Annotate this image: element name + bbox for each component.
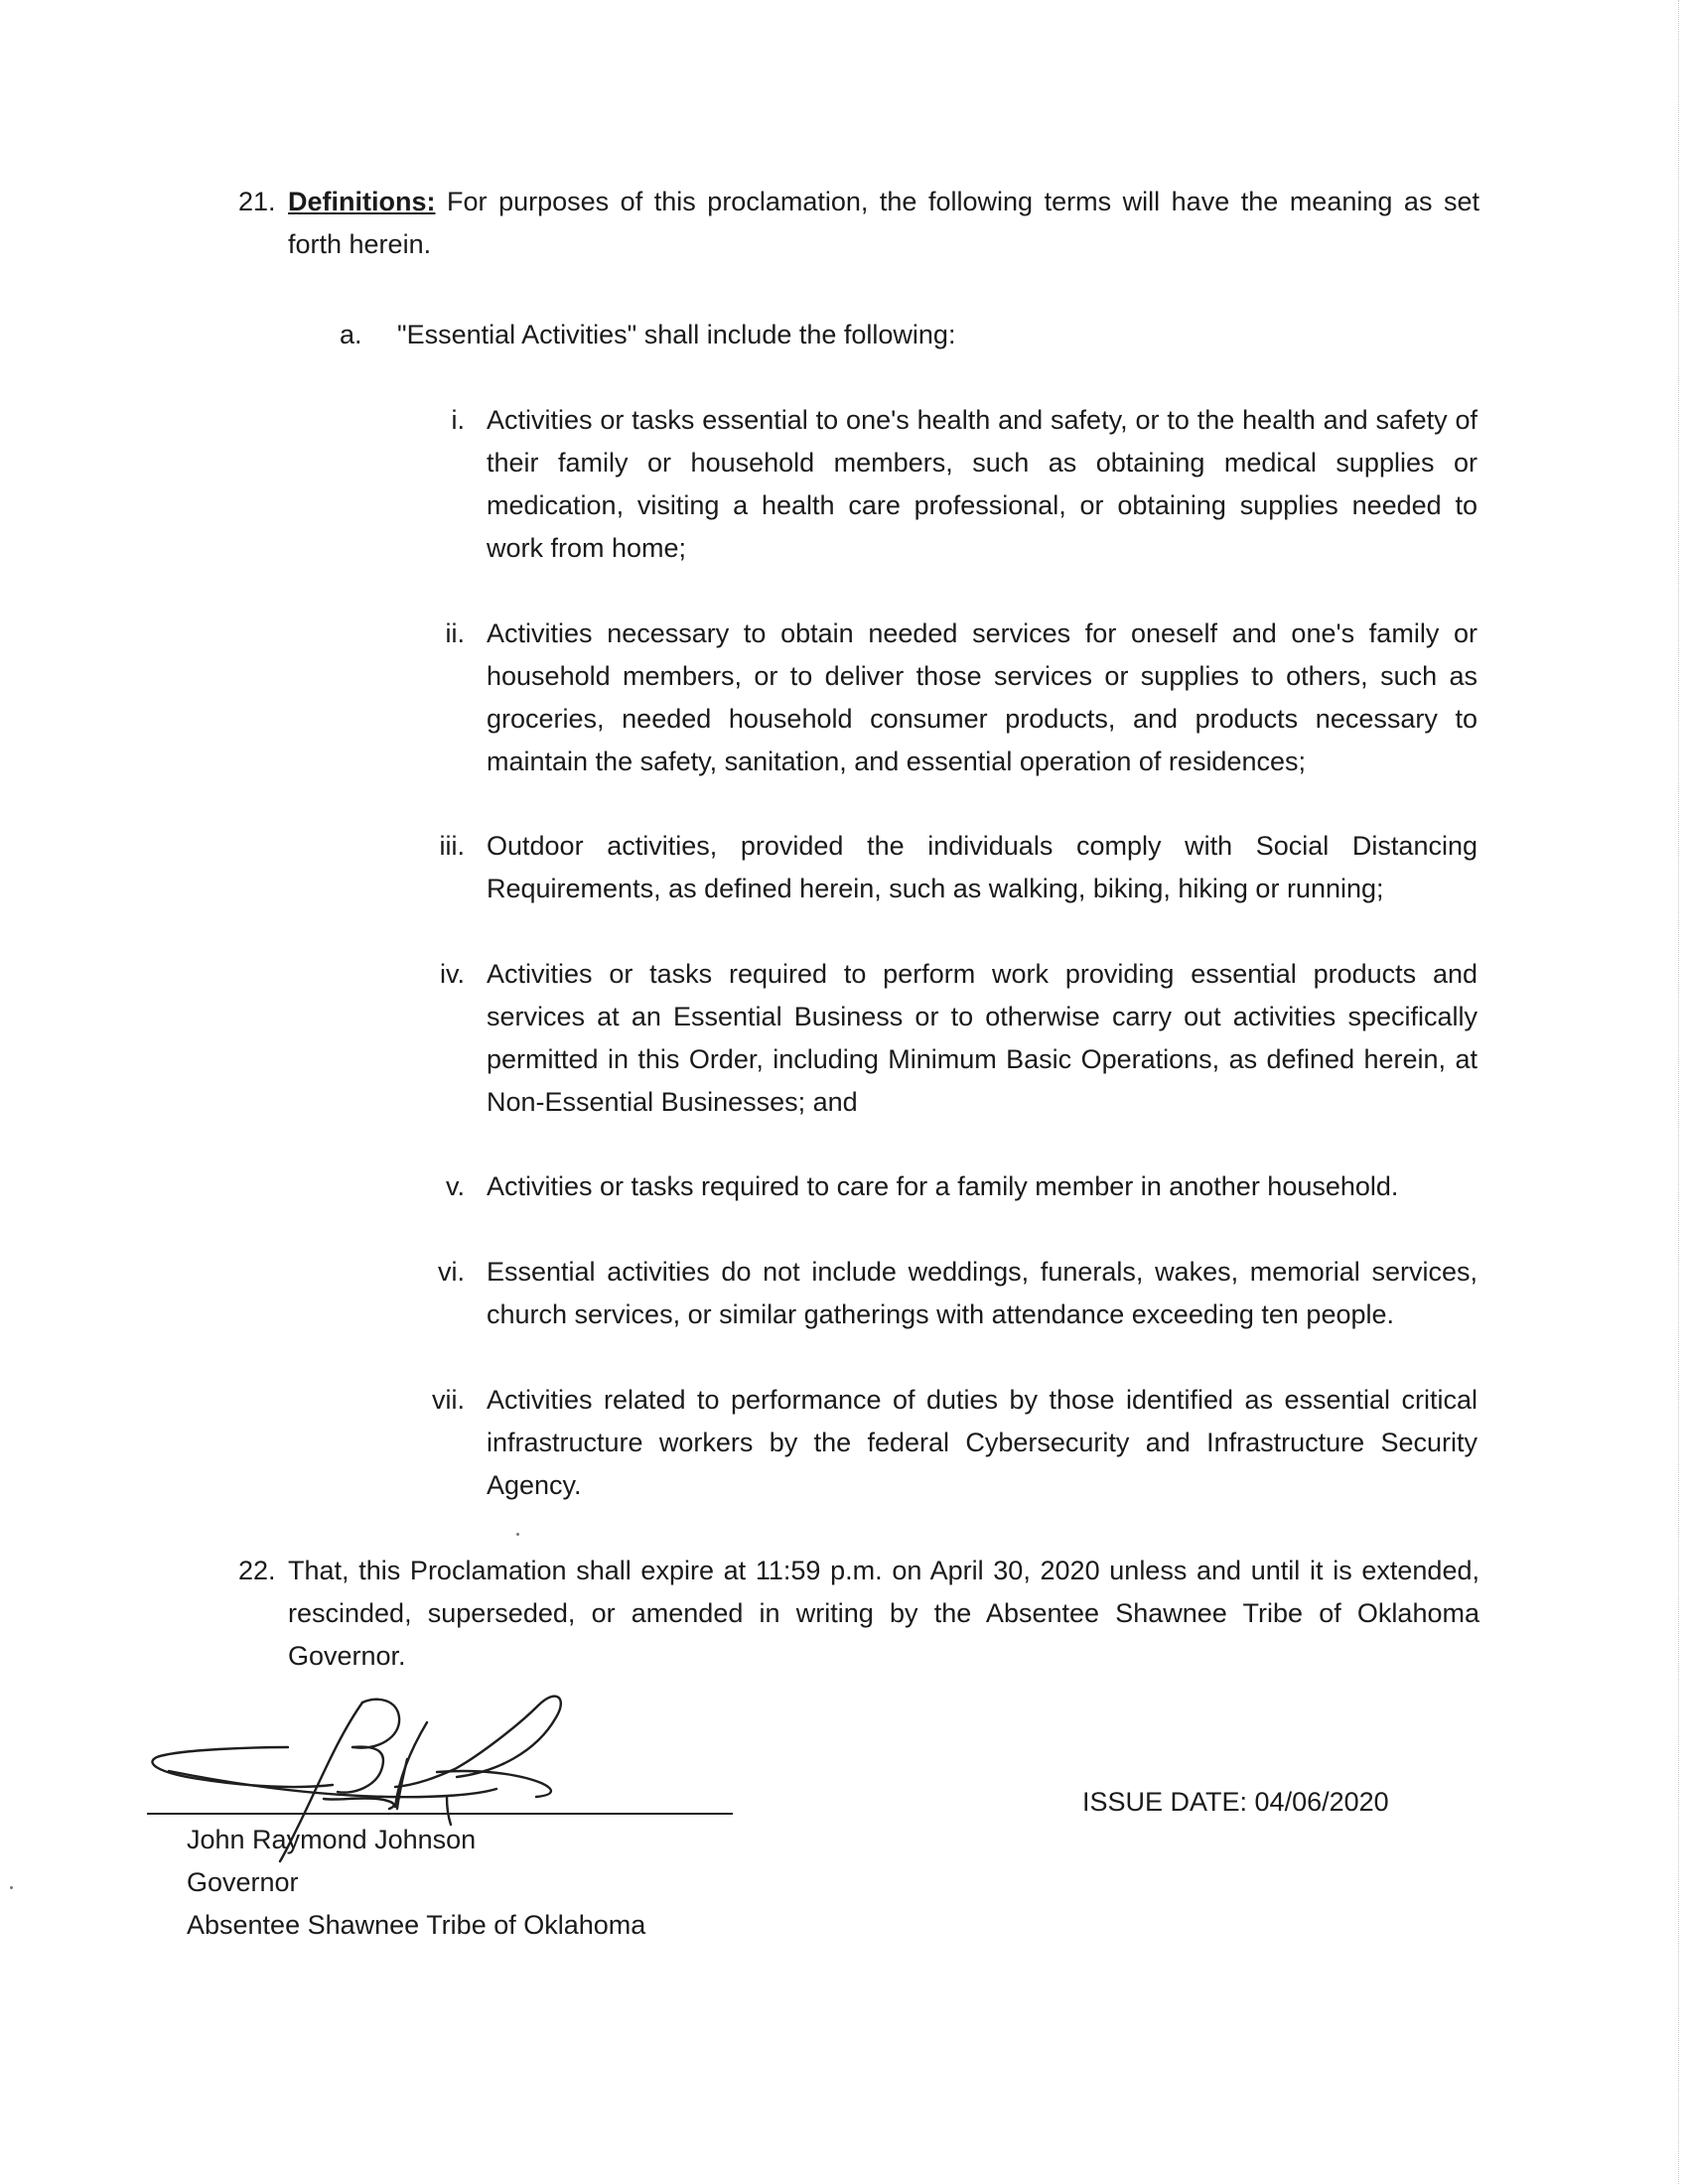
signature-line <box>147 1813 733 1815</box>
item-number: vii. <box>432 1385 465 1415</box>
subsection-a-text: "Essential Activities" shall include the following: <box>397 320 956 349</box>
scan-speck <box>10 1886 13 1889</box>
definitions-heading: Definitions: <box>288 187 436 216</box>
item-number: vi. <box>438 1257 465 1287</box>
signatory-organization: Absentee Shawnee Tribe of Oklahoma <box>187 1910 646 1940</box>
item-number: iii. <box>439 831 465 861</box>
list-item: Essential activities do not include weddings, funerals, wakes, memorial services, church services, or similar gatherings with attendance exceeding ten people. <box>487 1257 1477 1329</box>
item-number: v. <box>446 1171 465 1201</box>
item-number: i. <box>451 405 465 435</box>
section-22-number: 22. <box>238 1556 276 1585</box>
scan-edge-line <box>1678 0 1679 2184</box>
list-item: Activities related to performance of duties by those identified as essential critical infrastructure workers by the federal Cybersecurity and Infrastructure Security Agency. <box>487 1385 1477 1500</box>
signatory-name: John Raymond Johnson <box>187 1825 477 1854</box>
scan-speck <box>516 1533 519 1536</box>
subsection-a-label: a. <box>340 320 362 349</box>
list-item: Activities or tasks essential to one's health and safety, or to the health and safety of their family or household members, such as obtaining medical supplies or medication, visiting a health care professional, or obtaining supplies needed to work from home; <box>487 405 1477 563</box>
section-21-intro: For purposes of this proclamation, the following terms will have the meaning as set forth herein. <box>288 187 1479 259</box>
signatory-title: Governor <box>187 1867 299 1897</box>
item-number: iv. <box>440 959 465 989</box>
list-item: Outdoor activities, provided the individuals comply with Social Distancing Requirements, as defined herein, such as walking, biking, hiking or running; <box>487 831 1477 903</box>
list-item: Activities or tasks required to care for a family member in another household. <box>487 1171 1399 1201</box>
section-21-paragraph <box>288 181 1479 266</box>
item-number: ii. <box>445 618 465 648</box>
list-item: Activities necessary to obtain needed services for oneself and one's family or household members, or to deliver those services or supplies to others, such as groceries, needed household consumer products, and products necessary to maintain the safety, sanitation, and essential operation of residences; <box>487 618 1477 776</box>
list-item: Activities or tasks required to perform work providing essential products and services at an Essential Business or to otherwise carry out activities specifically permitted in this Order, including Minimum Basic Operations, as defined herein, at Non-Essential Businesses; and <box>487 959 1477 1117</box>
signature-block <box>187 1819 645 1947</box>
issue-date: ISSUE DATE: 04/06/2020 <box>1082 1787 1389 1817</box>
section-22-paragraph: That, this Proclamation shall expire at 11:59 p.m. on April 30, 2020 unless and until it is extended, rescinded, superseded, or amended in writing by the Absentee Shawnee Tribe of Oklahoma Governor. <box>288 1556 1479 1671</box>
section-21-number: 21. <box>238 187 276 216</box>
